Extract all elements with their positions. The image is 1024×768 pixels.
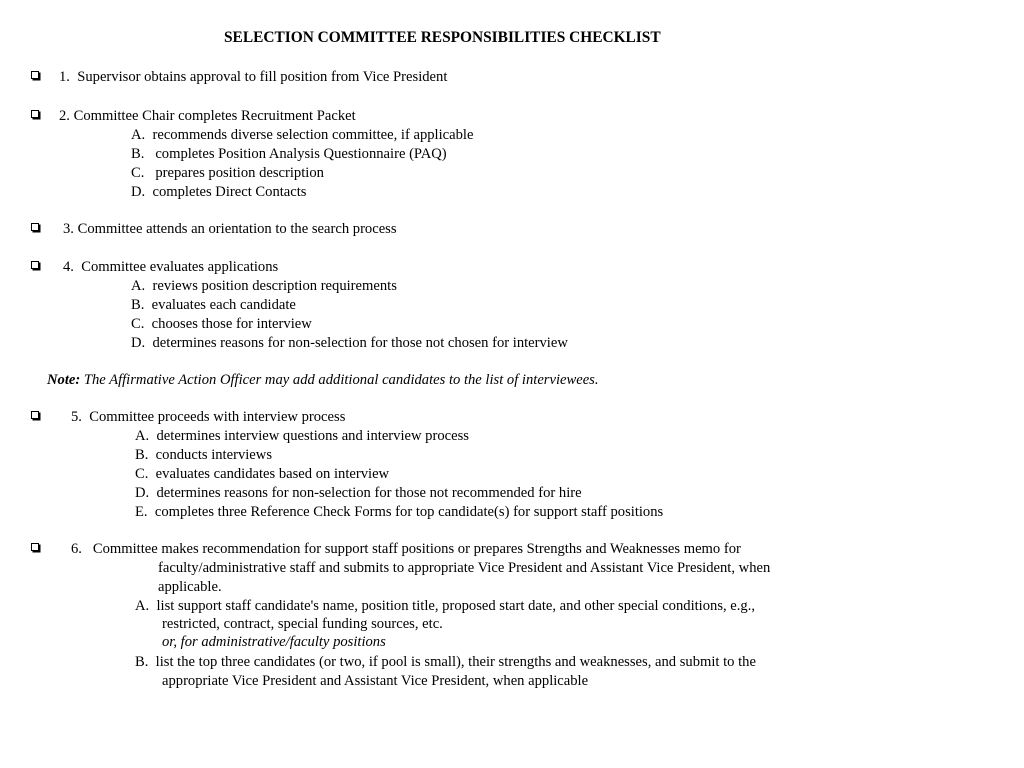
checklist-item-1: 1. Supervisor obtains approval to fill position from Vice President [59,69,448,85]
item-5-sub-a: A. determines interview questions and interview process [135,428,469,444]
note-label: Note: [47,372,81,388]
note-text: The Affirmative Action Officer may add additional candidates to the list of interviewees. [80,372,599,388]
item-2-sub-b: B. completes Position Analysis Questionnaire (PAQ) [131,146,447,162]
checkbox-item-3[interactable] [31,223,39,231]
item-5-sub-e: E. completes three Reference Check Forms for top candidate(s) for support staff positions [135,504,664,520]
item-2-sub-c: C. prepares position description [131,165,324,181]
item-6-sub-b-continuation: appropriate Vice President and Assistant Vice President, when applicable [162,673,589,689]
item-5-sub-d: D. determines reasons for non-selection for those not recommended for hire [135,485,582,501]
item-5-sub-c: C. evaluates candidates based on interview [135,466,390,482]
checkbox-item-2[interactable] [31,110,39,118]
checklist-item-2: 2. Committee Chair completes Recruitment Packet [59,108,356,124]
item-6-sub-a-continuation: restricted, contract, special funding sources, etc. [162,616,443,632]
checkbox-item-1[interactable] [31,71,39,79]
item-4-sub-b: B. evaluates each candidate [131,297,296,313]
item-4-sub-d: D. determines reasons for non-selection for those not chosen for interview [131,335,568,351]
item-6-continuation-2: applicable. [158,579,222,595]
note [47,371,599,389]
item-6-alternative-note: or, for administrative/faculty positions [162,634,386,650]
item-6-sub-a: A. list support staff candidate's name, position title, proposed start date, and other special conditions, e.g., [135,598,756,614]
checkbox-item-5[interactable] [31,411,39,419]
item-4-sub-a: A. reviews position description requirements [131,278,397,294]
checkbox-item-4[interactable] [31,261,39,269]
checklist-item-5: 5. Committee proceeds with interview process [71,409,346,425]
item-2-sub-a: A. recommends diverse selection committee, if applicable [131,127,474,143]
item-6-sub-b: B. list the top three candidates (or two, if pool is small), their strengths and weaknesses, and submit to the [135,654,756,670]
checklist-item-4: 4. Committee evaluates applications [63,259,279,275]
item-4-sub-c: C. chooses those for interview [131,316,312,332]
checkbox-item-6[interactable] [31,543,39,551]
item-6-continuation-1: faculty/administrative staff and submits to appropriate Vice President and Assistant Vice President, when [158,560,771,576]
item-5-sub-b: B. conducts interviews [135,447,272,463]
document-title: SELECTION COMMITTEE RESPONSIBILITIES CHECKLIST [224,29,661,46]
item-2-sub-d: D. completes Direct Contacts [131,184,307,200]
checklist-item-3: 3. Committee attends an orientation to the search process [63,221,397,237]
checklist-item-6: 6. Committee makes recommendation for support staff positions or prepares Strengths and Weaknesses memo for [71,541,741,557]
